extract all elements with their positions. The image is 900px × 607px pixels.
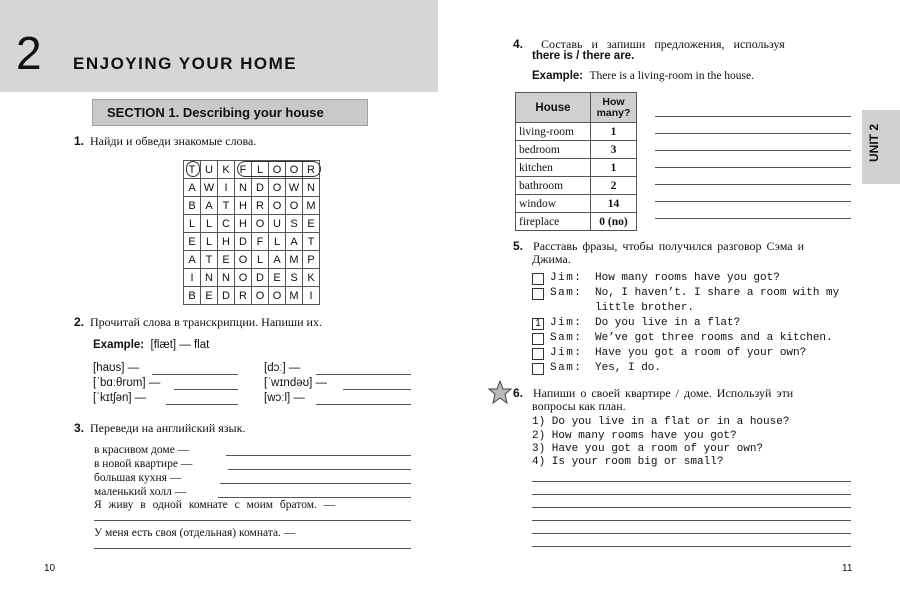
- grid-row: [184, 179, 320, 197]
- translate-item: в красивом доме —: [94, 444, 190, 456]
- grid-cell[interactable]: D: [252, 179, 269, 197]
- grid-cell[interactable]: A: [201, 197, 218, 215]
- grid-cell[interactable]: O: [269, 161, 286, 179]
- grid-cell[interactable]: L: [269, 233, 286, 251]
- answer-line[interactable]: [94, 548, 411, 549]
- grid-cell[interactable]: B: [184, 197, 201, 215]
- task-1-instruction: 1. Найди и обведи знакомые слова.: [74, 134, 257, 148]
- grid-cell[interactable]: T: [184, 161, 201, 179]
- task-4-instruction: 4. Составь и запиши предложения, используя: [513, 37, 785, 51]
- grid-cell[interactable]: L: [201, 215, 218, 233]
- answer-line[interactable]: [532, 481, 851, 482]
- translate-item: маленький холл —: [94, 486, 187, 498]
- grid-cell[interactable]: N: [235, 179, 252, 197]
- circle-mark: [237, 161, 321, 177]
- grid-cell[interactable]: T: [218, 197, 235, 215]
- star-icon: [488, 380, 512, 404]
- dialogue-text: little brother.: [595, 302, 695, 314]
- grid-cell[interactable]: A: [269, 251, 286, 269]
- answer-line[interactable]: [532, 546, 851, 547]
- grid-cell[interactable]: E: [201, 287, 218, 305]
- answer-line[interactable]: [343, 389, 411, 390]
- answer-line[interactable]: [226, 455, 411, 456]
- order-checkbox[interactable]: 1: [532, 318, 544, 330]
- unit-number: 2: [16, 27, 42, 79]
- section-title: SECTION 1. Describing your house: [92, 99, 368, 126]
- grid-cell[interactable]: A: [286, 233, 303, 251]
- answer-line[interactable]: [228, 469, 411, 470]
- grid-cell[interactable]: O: [235, 269, 252, 287]
- grid-cell[interactable]: R: [235, 287, 252, 305]
- question-item: 4) Is your room big or small?: [532, 456, 724, 468]
- grid-row: [184, 197, 320, 215]
- task-4-phrase: there is / there are.: [532, 50, 635, 62]
- answer-line[interactable]: [316, 374, 411, 375]
- translate-item: У меня есть своя (отдельная) комната. —: [94, 527, 296, 539]
- answer-line[interactable]: [532, 507, 851, 508]
- grid-cell[interactable]: D: [235, 233, 252, 251]
- unit-tab: UNIT 2: [862, 110, 900, 184]
- table-row: living-room 1: [516, 123, 637, 141]
- answer-line[interactable]: [655, 184, 851, 185]
- table-row: fireplace 0 (no): [516, 213, 637, 231]
- grid-cell[interactable]: O: [269, 179, 286, 197]
- grid-cell[interactable]: L: [184, 215, 201, 233]
- table-header: How many?: [591, 93, 637, 123]
- grid-cell[interactable]: O: [252, 215, 269, 233]
- table-header: House: [516, 93, 591, 123]
- grid-cell[interactable]: H: [235, 197, 252, 215]
- transcription-item: [wɔːl] —: [264, 392, 305, 404]
- grid-row: [184, 251, 320, 269]
- grid-cell[interactable]: F: [252, 233, 269, 251]
- grid-cell[interactable]: E: [303, 215, 320, 233]
- dialogue-text: How many rooms have you got?: [595, 272, 780, 284]
- transcription-item: [ˈwɪndəʊ] —: [264, 377, 328, 389]
- answer-line[interactable]: [152, 374, 238, 375]
- grid-cell[interactable]: H: [218, 233, 235, 251]
- grid-cell[interactable]: O: [269, 197, 286, 215]
- grid-cell[interactable]: I: [303, 287, 320, 305]
- dialogue-text: Have you got a room of your own?: [595, 347, 807, 359]
- dialogue-text: Do you live in a flat?: [595, 317, 741, 329]
- unit-header-band: [0, 0, 438, 92]
- grid-cell[interactable]: R: [303, 161, 320, 179]
- question-item: 3) Have you got a room of your own?: [532, 443, 764, 455]
- page-number-right: 11: [842, 563, 853, 574]
- question-item: 1) Do you live in a flat or in a house?: [532, 416, 790, 428]
- grid-cell[interactable]: E: [184, 233, 201, 251]
- translate-item: Я живу в одной комнате с моим братом. —: [94, 499, 336, 511]
- grid-row: [184, 287, 320, 305]
- speaker-label: Jim:: [550, 347, 583, 359]
- transcription-item: [haʊs] —: [93, 362, 140, 374]
- table-row: window 14: [516, 195, 637, 213]
- grid-cell[interactable]: O: [269, 287, 286, 305]
- speaker-label: Sam:: [550, 332, 583, 344]
- speaker-label: Sam:: [550, 362, 583, 374]
- grid-cell[interactable]: W: [201, 179, 218, 197]
- order-checkbox[interactable]: [532, 348, 544, 360]
- transcription-item: [dɔː] —: [264, 362, 301, 374]
- answer-line[interactable]: [166, 404, 238, 405]
- dialogue-text: Yes, I do.: [595, 362, 662, 374]
- circle-mark: [186, 161, 200, 177]
- answer-line[interactable]: [174, 389, 238, 390]
- grid-cell[interactable]: O: [252, 287, 269, 305]
- grid-cell[interactable]: A: [184, 251, 201, 269]
- answer-line[interactable]: [655, 133, 851, 134]
- table-row: kitchen 1: [516, 159, 637, 177]
- answer-line[interactable]: [532, 533, 851, 534]
- answer-line[interactable]: [532, 520, 851, 521]
- grid-cell[interactable]: I: [218, 179, 235, 197]
- translate-item: в новой квартире —: [94, 458, 193, 470]
- translate-item: большая кухня —: [94, 472, 182, 484]
- answer-line[interactable]: [655, 167, 851, 168]
- grid-cell[interactable]: S: [286, 269, 303, 287]
- grid-cell[interactable]: I: [184, 269, 201, 287]
- answer-line[interactable]: [655, 116, 851, 117]
- task-2-example: Example: [flæt] — flat: [93, 339, 210, 351]
- order-checkbox[interactable]: [532, 273, 544, 285]
- grid-cell[interactable]: E: [269, 269, 286, 287]
- grid-cell[interactable]: A: [184, 179, 201, 197]
- grid-cell[interactable]: N: [218, 269, 235, 287]
- question-item: 2) How many rooms have you got?: [532, 430, 737, 442]
- table-row: bedroom 3: [516, 141, 637, 159]
- grid-cell[interactable]: L: [201, 233, 218, 251]
- grid-row: [184, 269, 320, 287]
- task-3-instruction: 3. Переведи на английский язык.: [74, 421, 246, 435]
- transcription-item: [ˈkɪtʃən] —: [93, 392, 147, 404]
- grid-cell[interactable]: L: [252, 251, 269, 269]
- grid-cell[interactable]: N: [201, 269, 218, 287]
- order-checkbox[interactable]: [532, 333, 544, 345]
- transcription-item: [ˈbɑːθrʊm] —: [93, 377, 161, 389]
- speaker-label: Jim:: [550, 272, 583, 284]
- dialogue-text: No, I haven’t. I share a room with my: [595, 287, 840, 299]
- task-6-instruction: 6. Напиши о своей квартире / доме. Используй эти: [513, 386, 794, 400]
- grid-cell[interactable]: P: [303, 251, 320, 269]
- unit-title: ENJOYING YOUR HOME: [73, 54, 298, 73]
- grid-row: [184, 233, 320, 251]
- house-table: [515, 92, 637, 231]
- grid-cell[interactable]: D: [252, 269, 269, 287]
- grid-cell[interactable]: O: [235, 251, 252, 269]
- speaker-label: Jim:: [550, 317, 583, 329]
- task-6-instruction-cont: вопросы как план.: [532, 399, 626, 413]
- speaker-label: Sam:: [550, 287, 583, 299]
- answer-line[interactable]: [94, 520, 411, 521]
- answer-line[interactable]: [220, 483, 411, 484]
- grid-cell[interactable]: R: [252, 197, 269, 215]
- order-checkbox[interactable]: [532, 363, 544, 375]
- grid-cell[interactable]: O: [286, 197, 303, 215]
- grid-cell[interactable]: E: [218, 251, 235, 269]
- task-4-example: Example: There is a living-room in the house.: [532, 70, 755, 82]
- word-search-grid: [183, 160, 320, 305]
- answer-line[interactable]: [532, 494, 851, 495]
- grid-cell[interactable]: S: [286, 215, 303, 233]
- grid-cell[interactable]: T: [201, 251, 218, 269]
- task-5-instruction: 5. Расставь фразы, чтобы получился разговор Сэма и: [513, 239, 804, 253]
- grid-cell[interactable]: T: [303, 233, 320, 251]
- grid-cell[interactable]: O: [286, 161, 303, 179]
- grid-cell[interactable]: L: [252, 161, 269, 179]
- answer-line[interactable]: [316, 404, 411, 405]
- answer-line[interactable]: [655, 150, 851, 151]
- dialogue-text: We’ve got three rooms and a kitchen.: [595, 332, 833, 344]
- answer-line[interactable]: [218, 497, 411, 498]
- grid-cell[interactable]: U: [201, 161, 218, 179]
- answer-line[interactable]: [655, 201, 851, 202]
- grid-cell[interactable]: M: [286, 251, 303, 269]
- grid-cell[interactable]: H: [235, 215, 252, 233]
- task-2-instruction: 2. Прочитай слова в транскрипции. Напиши их.: [74, 315, 322, 329]
- page-number-left: 10: [44, 563, 56, 574]
- grid-cell[interactable]: K: [218, 161, 235, 179]
- grid-cell[interactable]: U: [269, 215, 286, 233]
- grid-cell[interactable]: K: [303, 269, 320, 287]
- grid-row: [184, 215, 320, 233]
- table-row: bathroom 2: [516, 177, 637, 195]
- task-5-instruction-cont: Джима.: [532, 252, 571, 266]
- grid-cell[interactable]: M: [303, 197, 320, 215]
- grid-cell[interactable]: D: [218, 287, 235, 305]
- grid-cell[interactable]: N: [303, 179, 320, 197]
- grid-cell[interactable]: F: [235, 161, 252, 179]
- grid-cell[interactable]: C: [218, 215, 235, 233]
- grid-cell[interactable]: M: [286, 287, 303, 305]
- grid-cell[interactable]: B: [184, 287, 201, 305]
- order-checkbox[interactable]: [532, 288, 544, 300]
- grid-cell[interactable]: W: [286, 179, 303, 197]
- answer-line[interactable]: [655, 218, 851, 219]
